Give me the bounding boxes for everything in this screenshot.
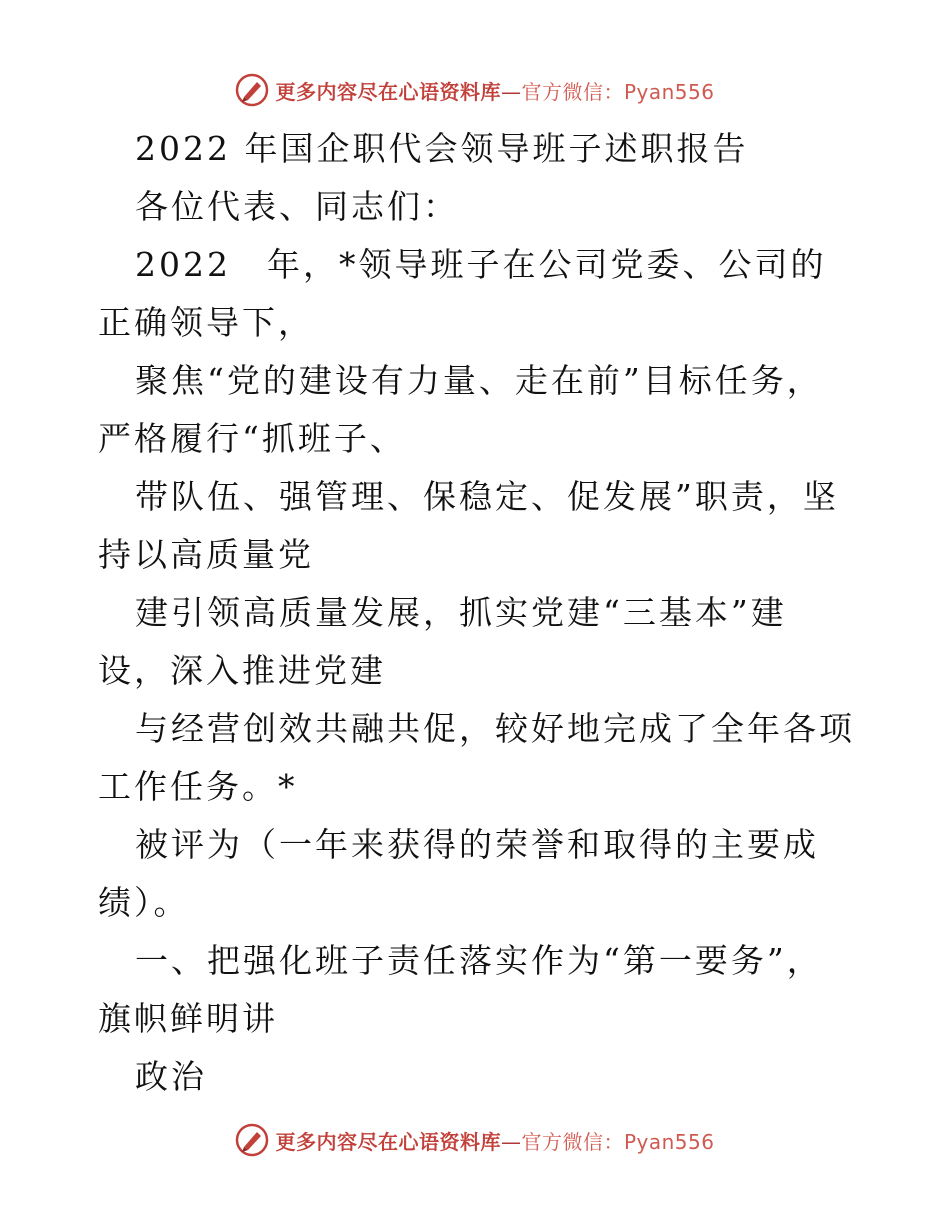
- paragraph: 建引领高质量发展，抓实党建“三基本”建设，深入推进党建: [98, 593, 787, 690]
- pen-logo-icon: [235, 73, 269, 107]
- watermark-footer: [0, 1120, 950, 1160]
- document-body: [98, 120, 858, 1106]
- document-title: 2022 年国企职代会领导班子述职报告: [135, 129, 749, 168]
- paragraph: 聚焦“党的建设有力量、走在前”目标任务，严格履行“抓班子、: [98, 361, 823, 458]
- paragraph: 被评为（一年来获得的荣誉和取得的主要成绩）。: [98, 825, 819, 922]
- paragraph: 2022 年，*领导班子在公司党委、公司的正确领导下，: [98, 245, 827, 342]
- section-heading: 一、把强化班子责任落实作为“第一要务”，旗帜鲜明讲: [98, 941, 823, 1038]
- watermark-separator: —: [500, 1129, 522, 1154]
- watermark-contact: 官方微信：Pyan556: [521, 1129, 715, 1154]
- paragraph: 政治: [135, 1057, 207, 1096]
- pen-logo-icon: [235, 1123, 269, 1157]
- salutation: 各位代表、同志们：: [135, 187, 459, 226]
- watermark-header: [0, 70, 950, 110]
- watermark-contact: 官方微信：Pyan556: [521, 79, 715, 104]
- watermark-separator: —: [500, 79, 522, 104]
- watermark-main: 更多内容尽在心语资料库: [275, 1129, 501, 1154]
- watermark-text: [275, 76, 714, 105]
- paragraph: 与经营创效共融共促，较好地完成了全年各项工作任务。*: [98, 709, 855, 806]
- watermark-main: 更多内容尽在心语资料库: [275, 79, 501, 104]
- watermark-text: [275, 1126, 714, 1155]
- paragraph: 带队伍、强管理、保稳定、促发展”职责，坚持以高质量党: [98, 477, 839, 574]
